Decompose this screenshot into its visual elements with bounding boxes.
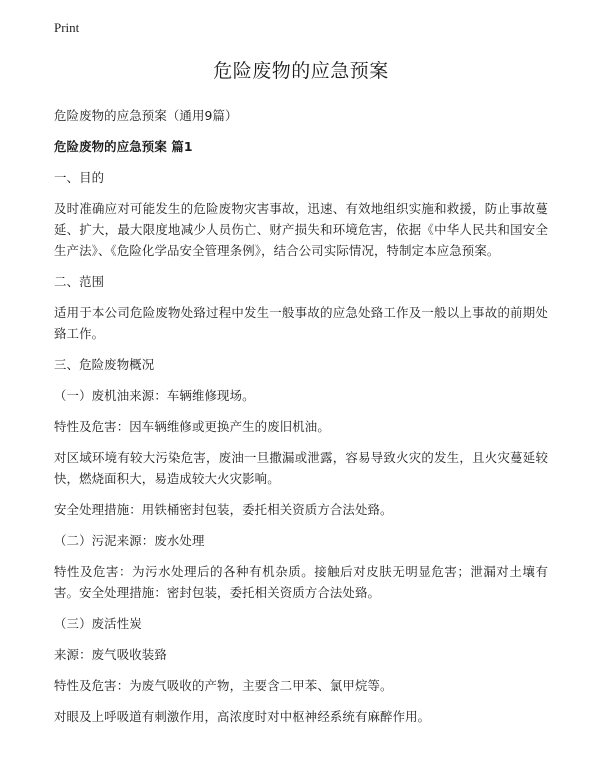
paragraph-oil-impact: 对区域环境有较大污染危害，废油一旦撒漏或泄露，容易导致火灾的发生，且火灾蔓延较快，燃烧面积大，易造成较大火灾影响。 — [54, 450, 548, 486]
paragraph-carbon-hazard: 特性及危害：为废气吸收的产物，主要含二甲苯、氯甲烷等。 — [54, 678, 393, 693]
paragraph-purpose: 及时准确应对可能发生的危险废物灾害事故，迅速、有效地组织实施和救援，防止事故蔓延、扩大，最大限度地减少人员伤亡、财产损失和环境危害，依据《中华人民共和国安全生产法》、《危险化学品安全管理条例》，结合公司实际情况，特制定本应急预案。 — [54, 201, 548, 258]
heading-scope: 二、范围 — [54, 274, 105, 289]
section-heading: 危险废物的应急预案 篇1 — [54, 139, 193, 154]
paragraph-carbon-effect: 对眼及上呼吸道有刺激作用，高浓度时对中枢神经系统有麻醉作用。 — [54, 709, 431, 724]
paragraph-scope: 适用于本公司危险废物处臵过程中发生一般事故的应急处臵工作及一般以上事故的前期处臵工作。 — [54, 305, 548, 341]
paragraph-oil-measures: 安全处理措施：用铁桶密封包装，委托相关资质方合法处臵。 — [54, 502, 393, 517]
heading-overview: 三、危险废物概况 — [54, 357, 155, 372]
print-link[interactable]: Print — [54, 20, 80, 35]
item-waste-oil: （一）废机油来源：车辆维修现场。 — [54, 388, 255, 403]
item-sludge: （二）污泥来源：废水处理 — [54, 533, 205, 548]
document-title: 危险废物的应急预案 — [213, 60, 389, 82]
subtitle: 危险废物的应急预案（通用9篇） — [54, 108, 238, 123]
paragraph-carbon-source: 来源：废气吸收装臵 — [54, 647, 167, 662]
document-body — [54, 56, 548, 737]
paragraph-oil-hazard: 特性及危害：因车辆维修或更换产生的废旧机油。 — [54, 419, 330, 434]
item-activated-carbon: （三）废活性炭 — [54, 616, 142, 631]
paragraph-sludge-hazard: 特性及危害：为污水处理后的各种有机杂质。接触后对皮肤无明显危害；泄漏对土壤有害。安全处理措施：密封包装，委托相关资质方合法处臵。 — [54, 564, 548, 600]
heading-purpose: 一、目的 — [54, 170, 105, 185]
